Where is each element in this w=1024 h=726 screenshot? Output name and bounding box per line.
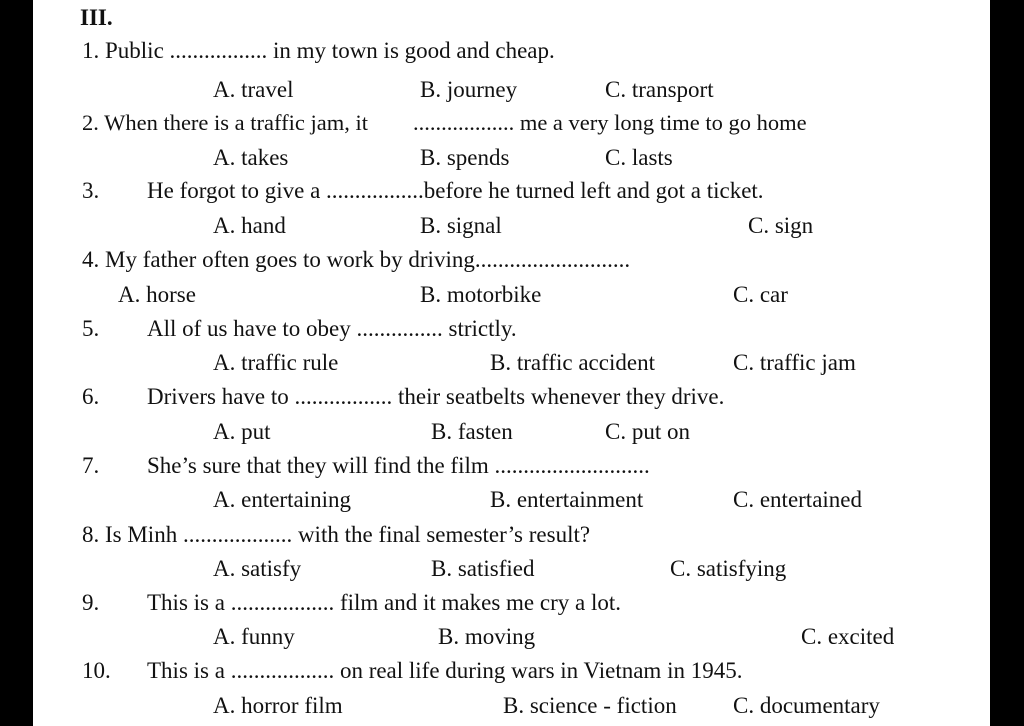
q3-option-c: C. sign xyxy=(748,213,814,238)
q5-option-c: C. traffic jam xyxy=(733,350,856,375)
q4-option-b: B. motorbike xyxy=(420,282,542,307)
question-1: 1. Public ................. in my town is good and cheap. xyxy=(82,38,555,63)
q1-option-b: B. journey xyxy=(420,77,518,102)
question-6-number: 6. xyxy=(82,384,100,409)
q7-option-b: B. entertainment xyxy=(490,487,644,512)
q5-option-b: B. traffic accident xyxy=(490,350,655,375)
q7-option-a: A. entertaining xyxy=(213,487,351,512)
question-2: 2. When there is a traffic jam, it .................. me a very long time to go home xyxy=(82,110,807,135)
q10-option-a: A. horror film xyxy=(213,693,343,718)
q1-option-c: C. transport xyxy=(605,77,714,102)
question-6: Drivers have to ................. their seatbelts whenever they drive. xyxy=(147,384,725,409)
q4-option-a: A. horse xyxy=(118,282,196,307)
q9-option-a: A. funny xyxy=(213,624,295,649)
q3-option-a: A. hand xyxy=(213,213,286,238)
q2-option-c: C. lasts xyxy=(605,145,673,170)
question-10-number: 10. xyxy=(82,658,111,683)
question-7: She’s sure that they will find the film ........................... xyxy=(147,453,650,478)
q8-option-c: C. satisfying xyxy=(670,556,787,581)
question-5: All of us have to obey ............... strictly. xyxy=(147,316,517,341)
q3-option-b: B. signal xyxy=(420,213,502,238)
q4-option-c: C. car xyxy=(733,282,788,307)
q2-option-b: B. spends xyxy=(420,145,510,170)
question-7-number: 7. xyxy=(82,453,100,478)
q6-option-a: A. put xyxy=(213,419,271,444)
q8-option-a: A. satisfy xyxy=(213,556,302,581)
question-3-number: 3. xyxy=(82,178,100,203)
q5-option-a: A. traffic rule xyxy=(213,350,339,375)
question-9-number: 9. xyxy=(82,590,100,615)
q10-option-c: C. documentary xyxy=(733,693,880,718)
question-8: 8. Is Minh ................... with the final semester’s result? xyxy=(82,522,591,547)
q7-option-c: C. entertained xyxy=(733,487,863,512)
q6-option-c: C. put on xyxy=(605,419,690,444)
q2-option-a: A. takes xyxy=(213,145,289,170)
question-5-number: 5. xyxy=(82,316,100,341)
question-4: 4. My father often goes to work by driving........................... xyxy=(82,247,631,272)
question-3: He forgot to give a .................before he turned left and got a ticket. xyxy=(147,178,764,203)
q9-option-b: B. moving xyxy=(438,624,536,649)
question-9: This is a .................. film and it makes me cry a lot. xyxy=(147,590,621,615)
q10-option-b: B. science - fiction xyxy=(503,693,677,718)
q1-option-a: A. travel xyxy=(213,77,294,102)
q6-option-b: B. fasten xyxy=(431,419,513,444)
worksheet xyxy=(33,0,990,726)
q8-option-b: B. satisfied xyxy=(431,556,535,581)
question-10: This is a .................. on real life during wars in Vietnam in 1945. xyxy=(147,658,743,683)
section-title: III. xyxy=(80,5,113,30)
q9-option-c: C. excited xyxy=(801,624,895,649)
